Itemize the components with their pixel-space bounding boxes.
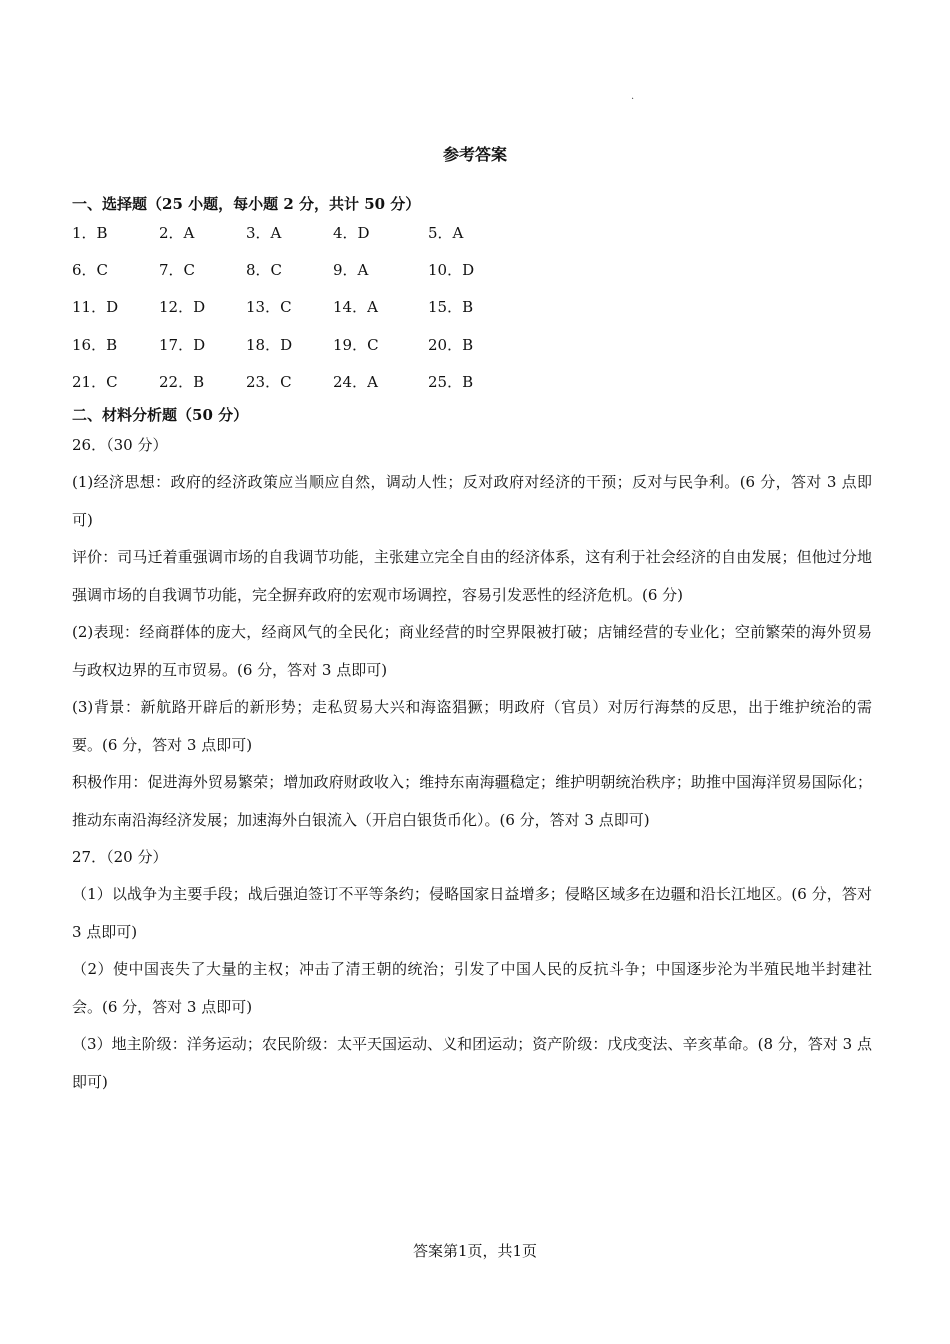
answer-item: 13．C bbox=[246, 298, 292, 317]
question-26-part-2: (2)表现：经商群体的庞大，经商风气的全民化；商业经营的时空界限被打破；店铺经营的专业化；空前繁荣的海外贸易与政权边界的互市贸易。(6 分，答对 3 点即可) bbox=[72, 623, 872, 679]
question-27-part-1: （1）以战争为主要手段；战后强迫签订不平等条约；侵略国家日益增多；侵略区域多在边疆和沿长江地区。(6 分，答对 3 点即可) bbox=[72, 885, 872, 941]
answer-item: 25．B bbox=[428, 372, 474, 391]
page-mark: · bbox=[631, 94, 635, 105]
answer-item: 10．D bbox=[428, 261, 475, 280]
answer-item: 23．C bbox=[246, 372, 292, 391]
section-2-heading: 二、材料分析题（50 分） bbox=[72, 406, 249, 424]
answer-item: 11．D bbox=[72, 298, 119, 317]
answer-item: 6．C bbox=[72, 261, 109, 280]
answer-item: 21．C bbox=[72, 372, 118, 391]
question-26-part-3: (3)背景：新航路开辟后的新形势；走私贸易大兴和海盗猖獗；明政府（官员）对厉行海禁的反思，出于维护统治的需要。(6 分，答对 3 点即可) bbox=[72, 698, 872, 754]
question-27-label: 27．（20 分） bbox=[72, 848, 168, 866]
question-26-evaluation: 评价：司马迁着重强调市场的自我调节功能，主张建立完全自由的经济体系，这有利于社会经济的自由发展；但他过分地强调市场的自我调节功能，完全摒弃政府的宏观市场调控，容易引发恶性的经济危机。(6 分) bbox=[72, 548, 872, 604]
answer-item: 19．C bbox=[333, 335, 379, 354]
answer-row bbox=[72, 259, 492, 296]
answer-item: 18．D bbox=[246, 335, 293, 354]
question-27-part-3: （3）地主阶级：洋务运动；农民阶级：太平天国运动、义和团运动；资产阶级：戊戌变法、辛亥革命。(8 分，答对 3 点即可) bbox=[72, 1035, 872, 1091]
question-26-part-1: (1)经济思想：政府的经济政策应当顺应自然，调动人性；反对政府对经济的干预；反对与民争利。(6 分，答对 3 点即可) bbox=[72, 473, 872, 529]
answer-item: 12．D bbox=[159, 298, 206, 317]
question-26-positive-effects: 积极作用：促进海外贸易繁荣；增加政府财政收入；维持东南海疆稳定；维护明朝统治秩序；助推中国海洋贸易国际化；推动东南沿海经济发展；加速海外白银流入（开启白银货币化）。(6 分，答对 3 点即可) bbox=[72, 773, 872, 829]
answer-item: 7．C bbox=[159, 261, 196, 280]
answer-item: 20．B bbox=[428, 335, 474, 354]
answer-item: 24．A bbox=[333, 372, 378, 391]
answer-row bbox=[72, 222, 492, 259]
answer-item: 1．B bbox=[72, 224, 108, 242]
page-footer: 答案第1页，共1页 bbox=[412, 1242, 538, 1260]
answer-item: 3．A bbox=[246, 224, 282, 242]
answer-item: 5．A bbox=[428, 224, 464, 242]
section-1-heading: 一、选择题（25 小题，每小题 2 分，共计 50 分） bbox=[72, 195, 421, 213]
answer-item: 15．B bbox=[428, 298, 474, 317]
choice-answer-grid bbox=[72, 222, 492, 408]
question-26-label: 26．（30 分） bbox=[72, 436, 168, 454]
answer-row bbox=[72, 334, 492, 371]
answer-item: 22．B bbox=[159, 372, 205, 391]
answer-item: 4．D bbox=[333, 224, 370, 242]
answer-item: 9．A bbox=[333, 261, 369, 280]
page-title: 参考答案 bbox=[442, 145, 507, 164]
answer-item: 8．C bbox=[246, 261, 283, 280]
answer-row bbox=[72, 296, 492, 333]
answer-item: 16．B bbox=[72, 335, 118, 354]
answer-item: 14．A bbox=[333, 298, 378, 317]
answer-item: 17．D bbox=[159, 335, 206, 354]
answer-item: 2．A bbox=[159, 224, 195, 242]
answer-row bbox=[72, 371, 492, 408]
question-27-part-2: （2）使中国丧失了大量的主权；冲击了清王朝的统治；引发了中国人民的反抗斗争；中国逐步沦为半殖民地半封建社会。(6 分，答对 3 点即可) bbox=[72, 960, 872, 1016]
